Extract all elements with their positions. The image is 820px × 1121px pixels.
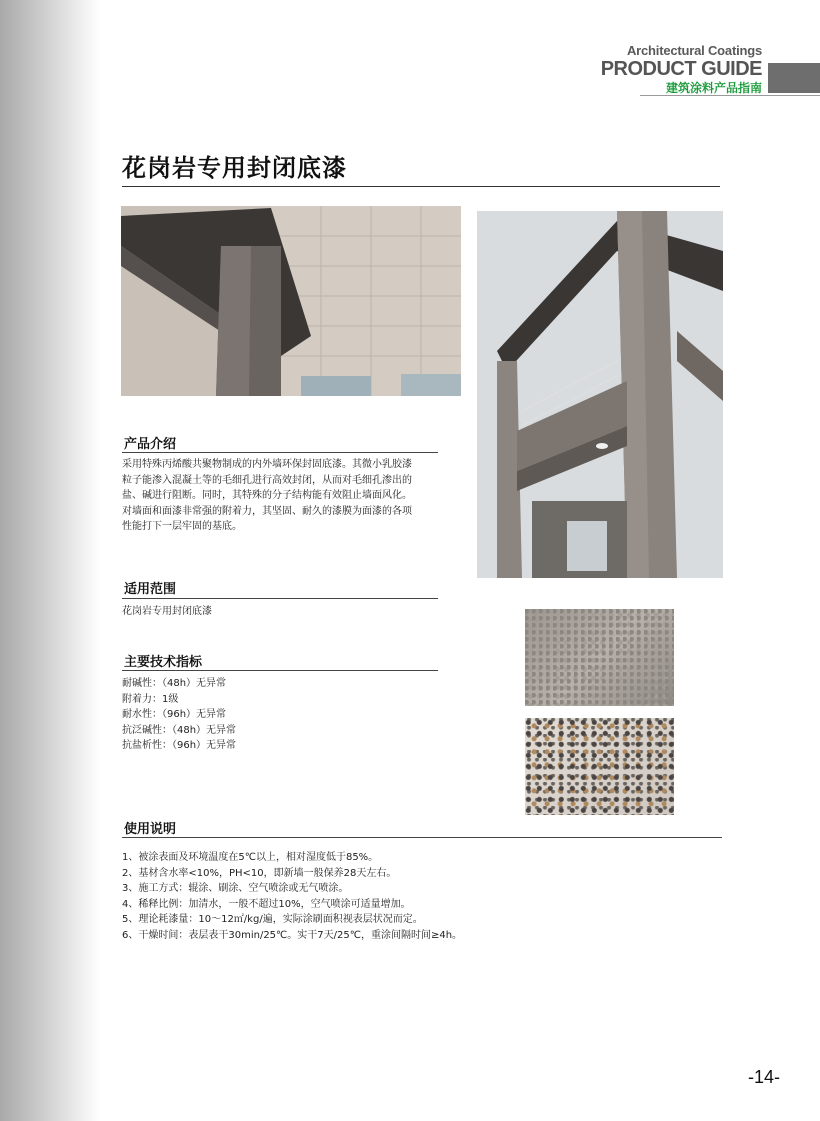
page-title: 花岗岩专用封闭底漆 (122, 154, 347, 182)
usage-item: 2、基材含水率<10%，PH<10，即新墙一般保养28天左右。 (122, 867, 397, 879)
intro-heading: 产品介绍 (124, 437, 177, 452)
spec-item: 附着力：1级 (122, 693, 179, 705)
usage-item: 6、干燥时间：表层表干30min/25℃。实干7天/25℃，重涂间隔时间≥4h。 (122, 929, 463, 941)
scope-text: 花岗岩专用封闭底漆 (122, 606, 212, 617)
usage-item: 4、稀释比例：加清水，一般不超过10%，空气喷涂可适量增加。 (122, 898, 411, 910)
intro-line: 对墙面和面漆非常强的附着力，其坚固、耐久的漆膜为面漆的各项 (122, 505, 412, 517)
brand-subtitle-en: Architectural Coatings (626, 43, 762, 58)
usage-divider (122, 837, 722, 838)
spec-item: 抗泛碱性：（48h）无异常 (122, 724, 237, 736)
specs-heading: 主要技术指标 (124, 655, 203, 670)
usage-item: 5、理论耗漆量：10～12㎡/kg/遍，实际涂刷面积视表层状况而定。 (122, 914, 423, 925)
specs-list (122, 676, 438, 754)
title-divider (122, 186, 720, 187)
building-photo-1-illustration (121, 206, 461, 396)
usage-heading: 使用说明 (124, 822, 177, 837)
spec-item: 耐水性：（96h）无异常 (122, 709, 227, 720)
spec-item: 抗盐析性：（96h）无异常 (122, 740, 237, 751)
brand-title-cn: 建筑涂料产品指南 (665, 81, 762, 95)
brand-gray-block (768, 63, 820, 93)
brand-header (601, 44, 762, 96)
scope-heading: 适用范围 (124, 582, 177, 597)
granite-texture-swatch-1 (525, 609, 674, 706)
granite-texture-swatch-2 (525, 718, 674, 815)
building-photo-2-illustration (477, 211, 723, 578)
scope-body (122, 604, 438, 620)
usage-list (122, 850, 722, 943)
building-photo-2 (477, 211, 723, 578)
intro-line: 粒子能渗入混凝土等的毛细孔进行高效封闭，从而对毛细孔渗出的 (122, 474, 412, 486)
page-number: -14- (748, 1067, 781, 1087)
intro-body (122, 457, 452, 535)
left-gradient-band (0, 0, 100, 1121)
brand-divider (640, 95, 820, 96)
building-photo-1 (121, 206, 461, 396)
brand-title-en: PRODUCT GUIDE (600, 58, 762, 80)
usage-item: 1、被涂表面及环境温度在5℃以上，相对湿度低于85%。 (122, 852, 379, 863)
scope-divider (122, 598, 438, 599)
specs-divider (122, 670, 438, 671)
usage-item: 3、施工方式：辊涂、刷涂、空气喷涂或无气喷涂。 (122, 883, 349, 894)
intro-line: 采用特殊丙烯酸共聚物制成的内外墙环保封固底漆。其微小乳胶漆 (122, 459, 412, 470)
intro-line: 盐、碱进行阻断。同时，其特殊的分子结构能有效阻止墙面风化。 (122, 490, 412, 501)
intro-line: 性能打下一层牢固的基底。 (122, 521, 242, 532)
intro-divider (122, 452, 438, 453)
spec-item: 耐碱性：（48h）无异常 (122, 678, 227, 689)
